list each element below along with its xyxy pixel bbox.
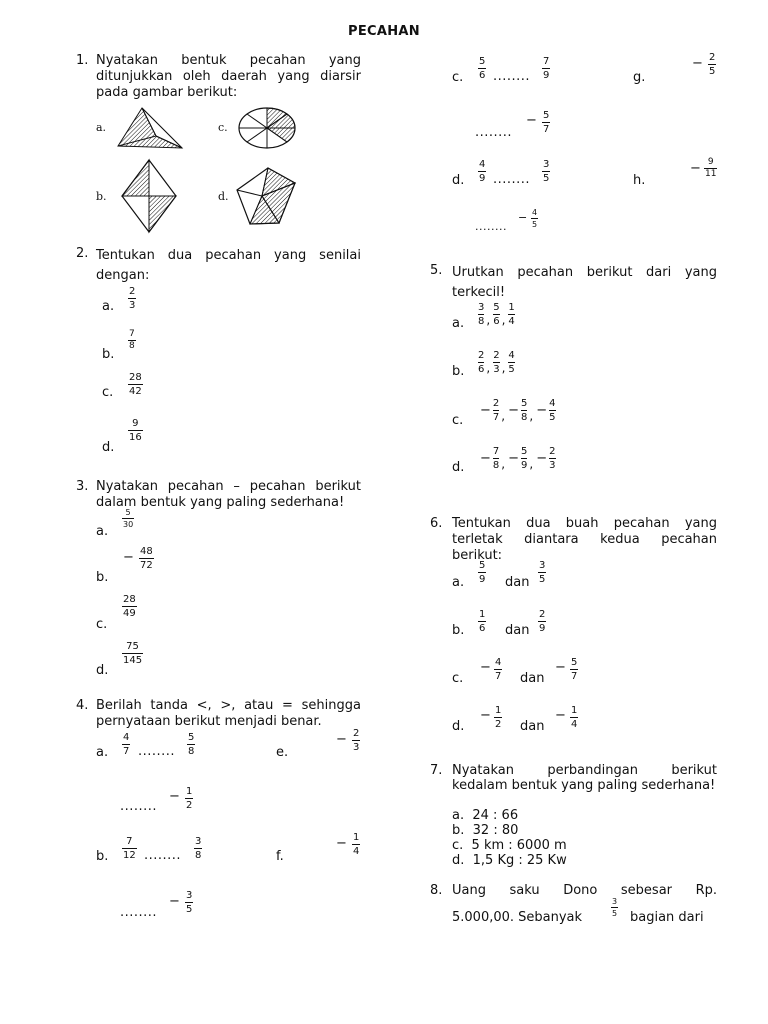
q1-text: Nyatakan bentuk pecahan yang ditunjukkan oleh daerah yang diarsir pada gambar berikut: <box>96 53 361 100</box>
q6c-dan: dan <box>520 671 545 686</box>
q4f-fraction-1: 1 4 <box>353 832 360 857</box>
q4b-fraction-1: 7 12 <box>123 836 136 861</box>
q4e-minus-1: − <box>336 732 347 747</box>
q4h-fraction-2: 4 5 <box>532 208 538 229</box>
q6-label-a: a. <box>452 575 465 590</box>
q6a-fraction-2: 3 5 <box>539 560 546 585</box>
q6c-fraction-2: 5 7 <box>571 657 578 682</box>
q4h-minus-1: − <box>690 161 701 176</box>
q5b-fraction-2: 2 3 <box>493 350 500 375</box>
q6d-minus-1: − <box>480 708 491 723</box>
q6d-dan: dan <box>520 719 545 734</box>
q4f-minus-1: − <box>336 836 347 851</box>
q2-fraction-c: 28 42 <box>129 372 142 397</box>
q4a-fraction-1: 4 7 <box>123 732 130 757</box>
q7-number: 7. <box>430 763 443 778</box>
q2-label-c: c. <box>102 385 114 400</box>
q4d-fraction-2: 3 5 <box>543 159 550 184</box>
q2-number: 2. <box>76 246 89 261</box>
q3-fraction-d: 75 145 <box>123 641 143 666</box>
q8-line2a: 5.000,00. Sebanyak <box>452 910 583 925</box>
q4c-fraction-2: 7 9 <box>543 56 550 81</box>
q5-row-d: − 7 8 , − 5 9 , − 2 3 <box>480 446 556 471</box>
q7-item-a: a. 24 : 66 <box>452 808 519 823</box>
q4f-fraction-2: 3 5 <box>186 890 193 915</box>
q4b-fraction-2: 3 8 <box>195 836 202 861</box>
q4f-minus-2: − <box>169 894 180 909</box>
circle-figure <box>239 108 295 148</box>
q6b-fraction-2: 2 9 <box>539 609 546 634</box>
q8-line1: Uang saku Dono sebesar Rp. <box>452 883 717 898</box>
q6d-minus-2: − <box>555 708 566 723</box>
q2-fraction-a: 2 3 <box>129 286 136 311</box>
q6c-minus-1: − <box>480 660 491 675</box>
q4c-fraction-1: 5 6 <box>479 56 486 81</box>
q4-label-d: d. <box>452 173 465 188</box>
q4d-dots: ........ <box>493 172 531 187</box>
q4e-dots: ........ <box>120 799 158 814</box>
q4-number: 4. <box>76 698 89 713</box>
q1-label-d: d. <box>218 190 229 203</box>
q1-label-c: c. <box>218 121 228 134</box>
q3-label-a: a. <box>96 524 109 539</box>
q4a-fraction-2: 5 8 <box>188 732 195 757</box>
q3-label-d: d. <box>96 663 109 678</box>
q8-number: 8. <box>430 883 443 898</box>
q4g-fraction-2: 5 7 <box>543 110 550 135</box>
q5a-fraction-2: 5 6 <box>493 302 500 327</box>
q5-label-a: a. <box>452 316 465 331</box>
q5-number: 5. <box>430 263 443 278</box>
q2-label-d: d. <box>102 440 115 455</box>
q4-label-a: a. <box>96 745 109 760</box>
q4-label-c: c. <box>452 70 464 85</box>
q2-text: Tentukan dua pecahan yang senilai dengan: <box>96 248 361 283</box>
q3-fraction-b: 48 72 <box>140 546 153 571</box>
q6d-fraction-1: 1 2 <box>495 705 502 730</box>
q2-fraction-d: 9 16 <box>129 418 142 443</box>
q5c-fraction-2: 5 8 <box>521 398 528 423</box>
q4-label-g: g. <box>633 70 646 85</box>
q5a-fraction-3: 1 4 <box>508 302 515 327</box>
q1-label-b: b. <box>96 190 107 203</box>
q5-label-d: d. <box>452 460 465 475</box>
q6-label-c: c. <box>452 671 464 686</box>
q5-row-b: 2 6 , 2 3 , 4 5 <box>478 350 515 375</box>
q4b-dots: ........ <box>144 848 182 863</box>
q4h-dots: ........ <box>475 220 507 233</box>
q4g-minus-2: − <box>526 113 537 128</box>
q6b-fraction-1: 1 6 <box>479 609 486 634</box>
q2-fraction-b: 7 8 <box>129 329 135 351</box>
q4e-fraction-1: 2 3 <box>353 728 360 753</box>
q8-fraction: 3 5 <box>612 897 618 918</box>
q4d-fraction-1: 4 9 <box>479 159 486 184</box>
diamond-figure <box>122 160 176 232</box>
q3-number: 3. <box>76 479 89 494</box>
q4c-dots: ........ <box>493 69 531 84</box>
q4-text: Berilah tanda <, >, atau = sehingga pernyataan berikut menjadi benar. <box>96 698 361 729</box>
q6c-minus-2: − <box>555 660 566 675</box>
q6-number: 6. <box>430 516 443 531</box>
q6-label-b: b. <box>452 623 465 638</box>
q2-label-b: b. <box>102 347 115 362</box>
q5b-fraction-1: 2 6 <box>478 350 485 375</box>
q4g-fraction-1: 2 5 <box>709 52 716 77</box>
q4g-dots: ........ <box>475 125 513 140</box>
q5c-fraction-1: 2 7 <box>492 398 500 423</box>
q5d-fraction-2: 5 9 <box>521 446 528 471</box>
q5-row-c: − 2 7 , − 5 8 , − 4 5 <box>480 398 556 423</box>
triangle-figure <box>118 108 182 148</box>
page-title: PECAHAN <box>348 24 420 39</box>
pentagon-figure <box>237 168 295 224</box>
q7-item-c: c. 5 km : 6000 m <box>452 838 567 853</box>
q6-label-d: d. <box>452 719 465 734</box>
q4g-minus-1: − <box>692 56 703 71</box>
q4-label-b: b. <box>96 849 109 864</box>
q5-label-b: b. <box>452 364 465 379</box>
q5d-fraction-1: 7 8 <box>492 446 500 471</box>
q4-label-e: e. <box>276 745 289 760</box>
q8-line2b: bagian dari <box>630 910 704 925</box>
q5b-fraction-3: 4 5 <box>508 350 515 375</box>
q3-fraction-a: 5 30 <box>123 508 134 529</box>
q5-text: Urutkan pecahan berikut dari yang terkecil! <box>452 265 717 300</box>
q4e-fraction-2: 1 2 <box>186 786 193 811</box>
q6b-dan: dan <box>505 623 530 638</box>
q6a-dan: dan <box>505 575 530 590</box>
q6a-fraction-1: 5 9 <box>479 560 486 585</box>
q5c-fraction-3: 4 5 <box>549 398 556 423</box>
q5-label-c: c. <box>452 413 464 428</box>
q5-row-a: 3 8 , 5 6 , 1 4 <box>478 302 515 327</box>
q7-item-d: d. 1,5 Kg : 25 Kw <box>452 853 567 868</box>
q6-text: Tentukan dua buah pecahan yang terletak diantara kedua pecahan berikut: <box>452 516 717 563</box>
q4f-dots: ........ <box>120 905 158 920</box>
q5d-fraction-3: 2 3 <box>549 446 556 471</box>
q4-label-f: f. <box>276 849 284 864</box>
q3-fraction-c: 28 49 <box>123 594 136 619</box>
q3-label-c: c. <box>96 617 108 632</box>
q4a-dots: ........ <box>138 744 176 759</box>
q7-item-b: b. 32 : 80 <box>452 823 519 838</box>
q5a-fraction-1: 3 8 <box>478 302 485 327</box>
q3-label-b: b. <box>96 570 109 585</box>
q6c-fraction-1: 4 7 <box>495 657 502 682</box>
q2-label-a: a. <box>102 299 115 314</box>
q4-label-h: h. <box>633 173 646 188</box>
q4e-minus-2: − <box>169 789 180 804</box>
q7-text: Nyatakan perbandingan berikut kedalam bentuk yang paling sederhana! <box>452 763 717 793</box>
q6d-fraction-2: 1 4 <box>571 705 578 730</box>
q4h-fraction-1: 9 11 <box>705 157 717 179</box>
q1-label-a: a. <box>96 121 107 134</box>
q1-number: 1. <box>76 53 89 68</box>
q3-minus-b: − <box>123 550 134 565</box>
q4h-minus-2: − <box>518 211 528 224</box>
q3-text: Nyatakan pecahan – pecahan berikut dalam bentuk yang paling sederhana! <box>96 479 361 510</box>
